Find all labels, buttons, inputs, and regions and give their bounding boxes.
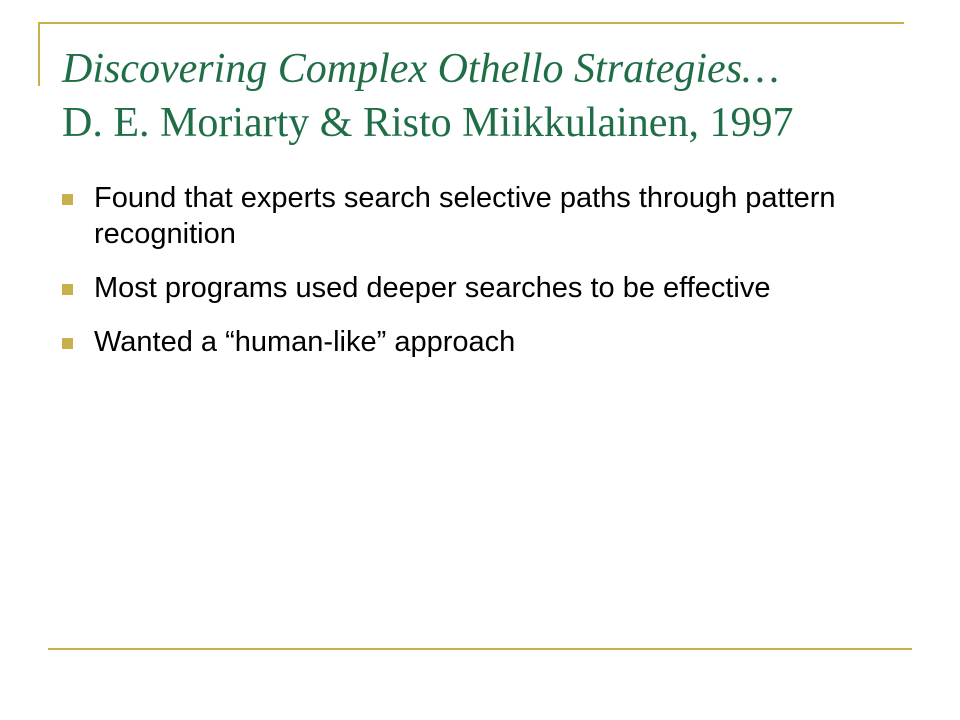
top-rule	[38, 22, 904, 24]
bullet-item	[62, 180, 862, 252]
slide-title	[62, 42, 942, 150]
square-bullet-icon	[62, 338, 73, 349]
square-bullet-icon	[62, 194, 73, 205]
title-line-1: Discovering Complex Othello Strategies…	[62, 46, 780, 92]
bullet-text: Most programs used deeper searches to be effective	[94, 272, 771, 304]
bullet-list	[62, 180, 862, 378]
title-line-2: D. E. Moriarty & Risto Miikkulainen, 1997	[62, 100, 794, 146]
left-rule	[38, 22, 40, 86]
bullet-item	[62, 324, 862, 360]
bullet-text: Found that experts search selective paths through pattern recognition	[94, 182, 836, 250]
bullet-item	[62, 270, 862, 306]
square-bullet-icon	[62, 284, 73, 295]
bottom-rule	[48, 648, 912, 650]
bullet-text: Wanted a “human-like” approach	[94, 326, 516, 358]
